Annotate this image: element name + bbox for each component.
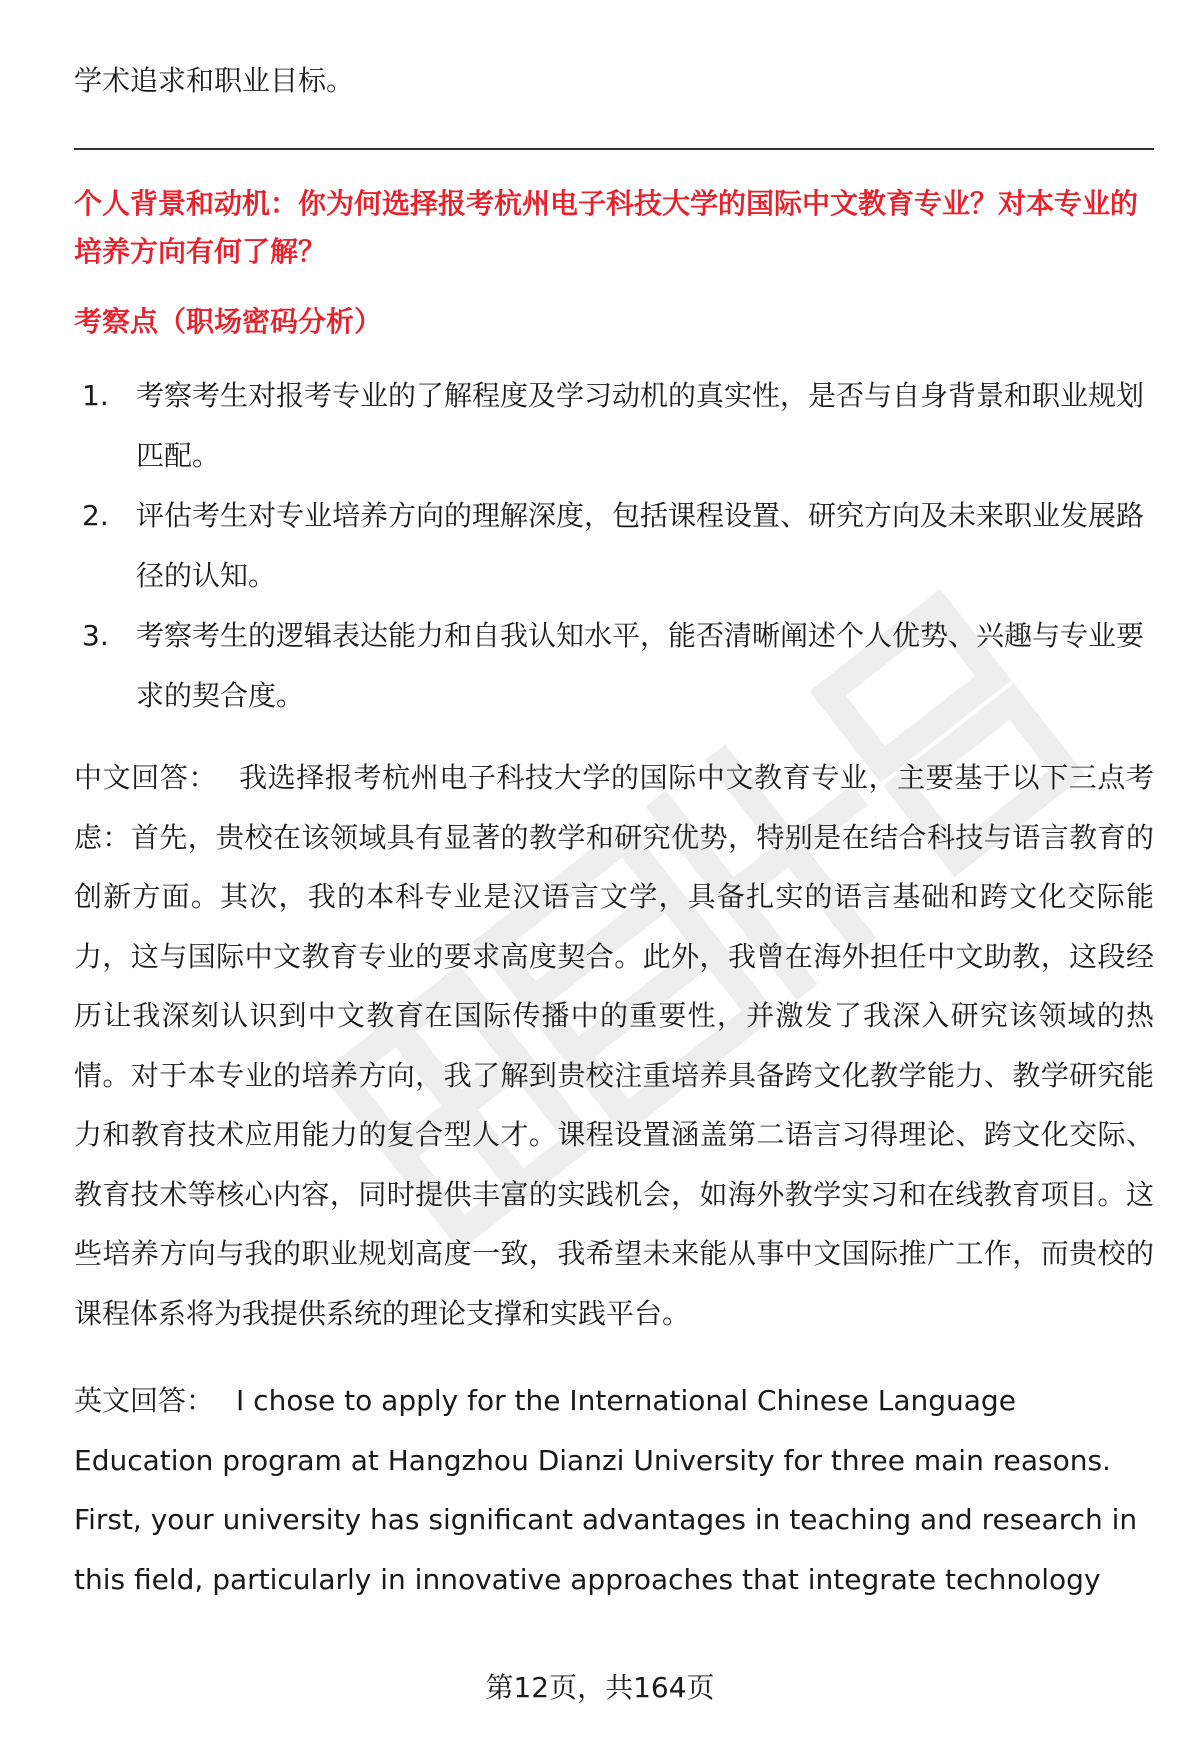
assessment-point [74, 366, 1154, 486]
point-number: 1. [82, 379, 109, 412]
question-title: 个人背景和动机：你为何选择报考杭州电子科技大学的国际中文教育专业？对本专业的培养方向有何了解？ [74, 187, 1139, 268]
assessment-heading: 考察点（职场密码分析） [74, 305, 383, 338]
document-body [74, 52, 1154, 1609]
point-text: 评估考生对专业培养方向的理解深度，包括课程设置、研究方向及未来职业发展路径的认知。 [136, 499, 1145, 592]
section-divider [74, 148, 1154, 150]
point-text: 考察考生的逻辑表达能力和自我认知水平，能否清晰阐述个人优势、兴趣与专业要求的契合度。 [136, 619, 1145, 712]
intro-tail-text: 学术追求和职业目标。 [74, 64, 355, 97]
chinese-answer [74, 748, 1154, 1343]
assessment-point [74, 606, 1154, 726]
point-text: 考察考生对报考专业的了解程度及学习动机的真实性，是否与自身背景和职业规划匹配。 [136, 379, 1145, 472]
english-answer-label: 英文回答： [74, 1384, 215, 1417]
english-answer-text: I chose to apply for the International Chinese Language Education program at Hangzhou Dianzi University for three main reasons. First, your university has significant advantages in teaching and research in this field, particularly in innovative approaches that integrate technology [74, 1384, 1138, 1596]
page-indicator: 第12页，共164页 [485, 1671, 715, 1704]
assessment-point [74, 486, 1154, 606]
assessment-points-list [74, 366, 1154, 726]
chinese-answer-label: 中文回答： [74, 761, 218, 794]
chinese-answer-text: 我选择报考杭州电子科技大学的国际中文教育专业，主要基于以下三点考虑：首先，贵校在该领域具有显著的教学和研究优势，特别是在结合科技与语言教育的创新方面。其次，我的本科专业是汉语言文学，具备扎实的语言基础和跨文化交际能力，这与国际中文教育专业的要求高度契合。此外，我曾在海外担任中文助教，这段经历让我深刻认识到中文教育在国际传播中的重要性，并激发了我深入研究该领域的热情。对于本专业的培养方向，我了解到贵校注重培养具备跨文化教学能力、教学研究能力和教育技术应用能力的复合型人才。课程设置涵盖第二语言习得理论、跨文化交际、教育技术等核心内容，同时提供丰富的实践机会，如海外教学实习和在线教育项目。这些培养方向与我的职业规划高度一致，我希望未来能从事中文国际推广工作，而贵校的课程体系将为我提供系统的理论支撑和实践平台。 [74, 761, 1154, 1330]
point-number: 2. [82, 499, 109, 532]
point-number: 3. [82, 619, 109, 652]
english-answer [74, 1371, 1154, 1609]
